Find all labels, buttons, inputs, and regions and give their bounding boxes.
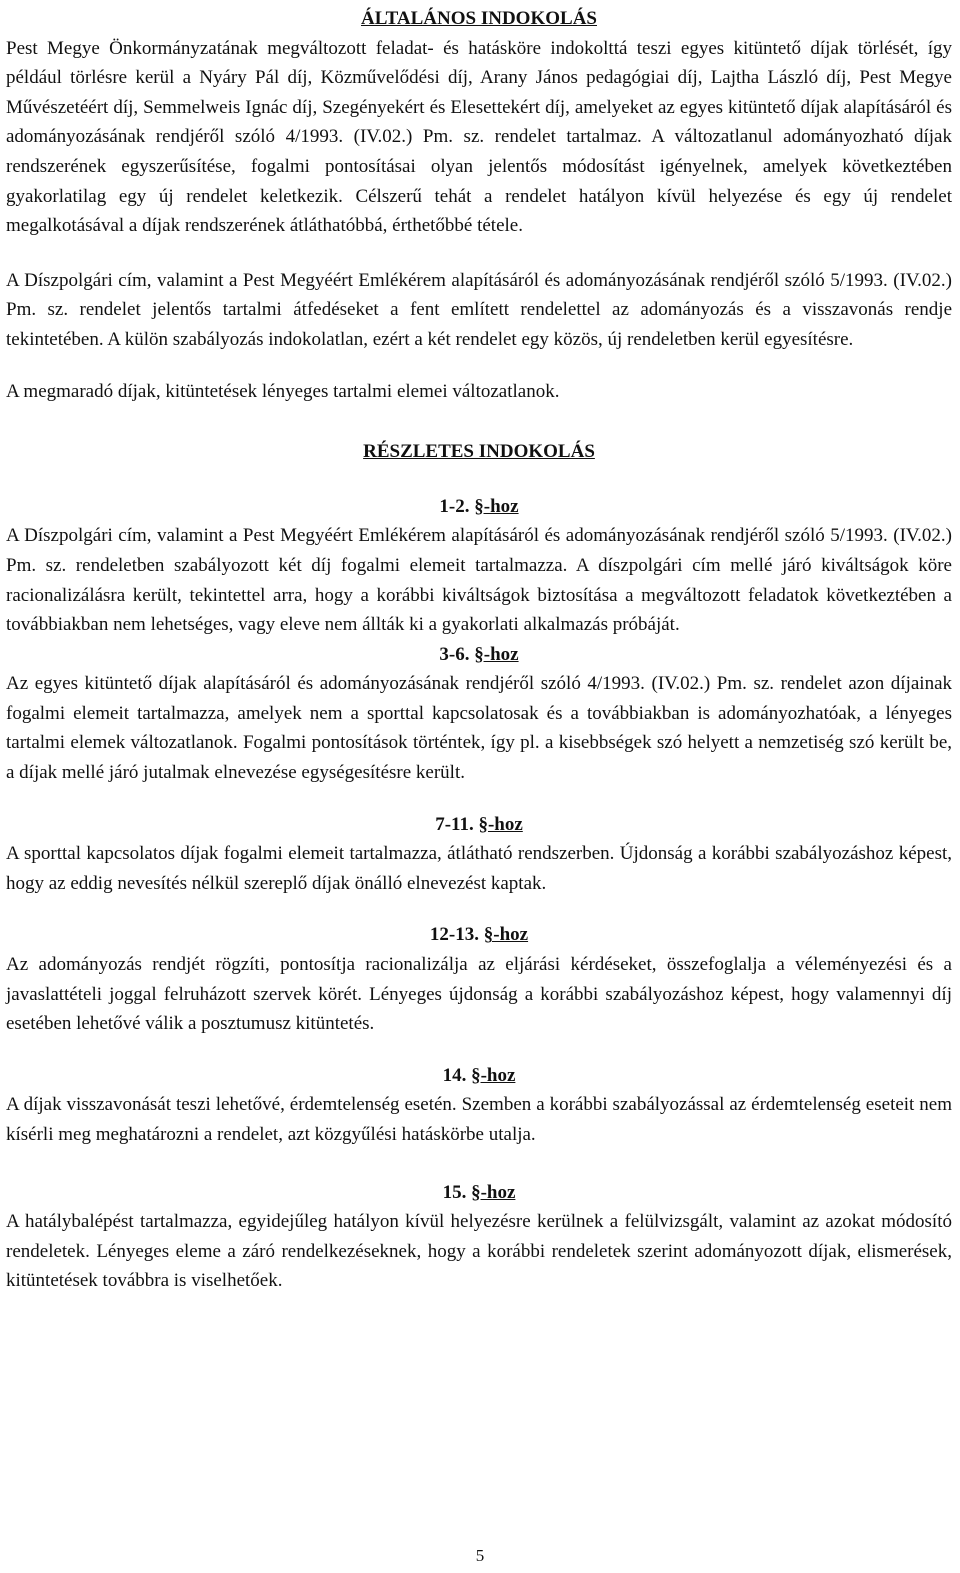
section-number: 12-13. [429,924,479,946]
section-text-7-11: A sporttal kapcsolatos díjak fogalmi elemeit tartalmazza, átlátható rendszerben. Újdonság a korábbi szabályozáshoz képest, hogy az eddig nevesítés nélkül szereplő díjak önálló elnevezést kaptak. [6,843,952,894]
document-body [6,4,952,1296]
section-suffix: §-hoz [471,1181,516,1203]
section-suffix: §-hoz [483,924,529,946]
general-justification-title: ÁLTALÁNOS INDOKOLÁS [361,8,597,29]
section-suffix: §-hoz [471,1064,516,1086]
page-number: 5 [475,1546,485,1565]
section-text-12-13: Az adományozás rendjét rögzíti, pontosítja racionalizálja az eljárási kérdéseket, összefoglalja a véleményezési és a javaslattételi joggal felruházott szervek körét. Lényeges újdonság a korábbi szabályozáshoz képest, hogy valamennyi díj esetében lehetővé válik a posztumusz kitüntetés. [6,954,952,1035]
section-text-3-6: Az egyes kitüntető díjak alapításáról és adományozásának rendjéről szóló 4/1993. (IV.02.) Pm. sz. rendelet azon díjainak fogalmi elemeit tartalmazza, amelyek nem a sporttal kapcsolatosak és a továbbiakban is adományozhatóak, a lényeges tartalmi elemek változatlanok. Fogalmi pontosítások történtek, így pl. a kisebbségek szó helyett a nemzetiség szó került be, a díjak mellé járó jutalmak elnevezése egységesítésre került. [6,673,952,784]
section-heading-1-2 [6,492,952,522]
section-suffix: §-hoz [478,813,523,835]
section-suffix: §-hoz [474,643,519,665]
general-paragraph-2: A Díszpolgári cím, valamint a Pest Megyéért Emlékérem alapításáról és adományozásának rendjéről szóló 5/1993. (IV.02.) Pm. sz. rendelet jelentős tartalmi átfedéseket a fent említett rendelettel az adományozás és a visszavonás rendje tekintetében. A külön szabályozás indokolatlan, ezért a két rendelet egy közös, új rendeletben kerül egyesítésre. [6,269,952,350]
section-number: 3-6. [439,643,470,665]
section-number: 7-11. [435,813,474,835]
section-suffix: §-hoz [474,495,519,517]
section-number: 14. [442,1064,467,1086]
section-number: 1-2. [439,495,470,517]
section-heading-12-13 [6,920,952,950]
section-heading-7-11 [6,810,952,840]
section-text-14: A díjak visszavonását teszi lehetővé, érdemtelenség esetén. Szemben a korábbi szabályozással az érdemtelenség eseteit nem kísérli meg meghatározni a rendelet, azt közgyűlési hatáskörbe utalja. [6,1094,952,1145]
section-heading-15 [6,1178,952,1208]
general-paragraph-3: A megmaradó díjak, kitüntetések lényeges tartalmi elemei változatlanok. [6,380,560,402]
section-heading-14 [6,1061,952,1091]
section-number: 15. [442,1181,467,1203]
section-text-1-2: A Díszpolgári cím, valamint a Pest Megyéért Emlékérem alapításáról és adományozásának rendjéről szóló 5/1993. (IV.02.) Pm. sz. rendeletben szabályozott két díj fogalmi elemeit tartalmazza. A díszpolgári cím mellé járó kiváltságok köre racionalizálásra került, tekintettel arra, hogy a korábbi kiváltságok biztosítása a megváltozott feladatok következtében a továbbiakban nem lehetséges, vagy eleve nem állták ki a gyakorlati alkalmazás próbáját. [6,525,952,636]
section-heading-3-6 [6,640,952,670]
section-text-15: A hatálybalépést tartalmazza, egyidejűleg hatályon kívül helyezésre kerülnek a felülvizsgált, valamint az azokat módosító rendeletek. Lényeges eleme a záró rendelkezéseknek, hogy a korábbi rendeletek szerint adományozott díjak, elismerések, kitüntetések továbbra is viselhetőek. [6,1211,952,1292]
general-paragraph-1: Pest Megye Önkormányzatának megváltozott feladat- és hatásköre indokolttá teszi egyes kitüntető díjak törlését, így például törlésre kerül a Nyáry Pál díj, Közművelődési díj, Arany János pedagógiai díj, Lajtha László díj, Pest Megye Művészetéért díj, Semmelweis Ignác díj, Szegényekért és Elesettekért díj, amelyeket az egyes kitüntető díjak alapításáról és adományozásának rendjéről szóló 4/1993. (IV.02.) Pm. sz. rendelet tartalmaz. A változatlanul adományozható díjak rendszerének egyszerűsítése, fogalmi pontosításai olyan jelentős módosítást igényelnek, amelyek következtében gyakorlatilag egy új rendelet keletkezik. Célszerű tehát a rendelet hatályon kívül helyezése és egy új rendelet megalkotásával a díjak rendszerének átláthatóbbá, érthetőbbé tétele. [6,37,952,237]
detailed-justification-title: RÉSZLETES INDOKOLÁS [363,441,595,463]
